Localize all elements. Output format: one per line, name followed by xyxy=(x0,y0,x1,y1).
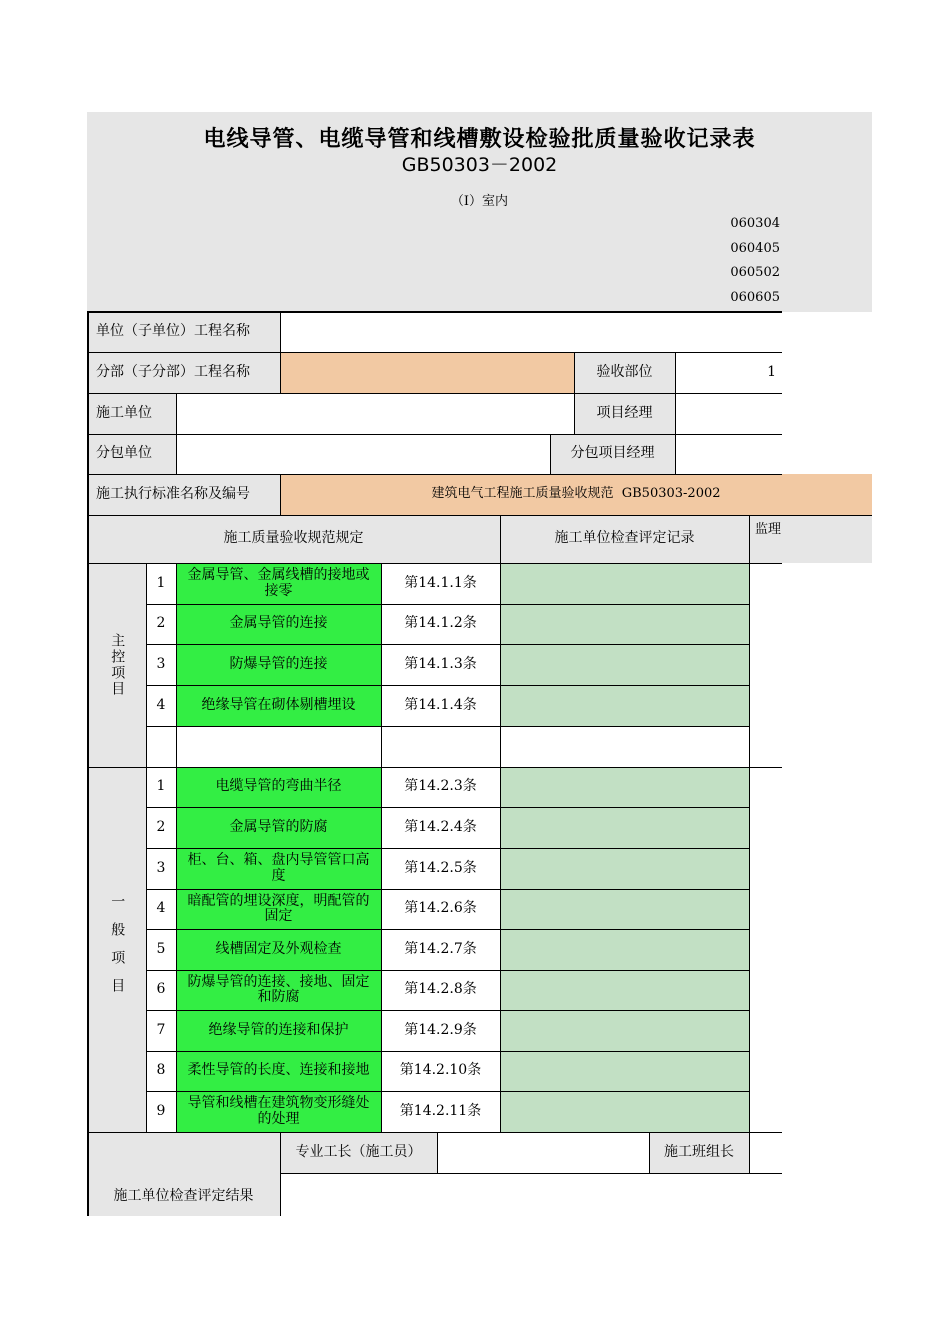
grid-line xyxy=(87,515,872,516)
general-item-row-no: 3 xyxy=(146,848,176,889)
grid-line xyxy=(749,563,750,1132)
main-item-row-record[interactable] xyxy=(500,563,749,604)
unit-project-field[interactable] xyxy=(280,312,782,352)
foreman-label: 专业工长（施工员） xyxy=(280,1132,437,1173)
general-item-row-no: 2 xyxy=(146,807,176,848)
general-item-row-name: 绝缘导管的连接和保护 xyxy=(176,1010,381,1051)
subcontract-unit-field[interactable] xyxy=(176,434,550,474)
grid-line xyxy=(146,848,749,849)
general-item-row-clause: 第14.2.4条 xyxy=(381,807,500,848)
main-item-row-no: 1 xyxy=(146,563,176,604)
general-item-row-name: 金属导管的防腐 xyxy=(176,807,381,848)
general-item-row-name: 柔性导管的长度、连接和接地 xyxy=(176,1051,381,1091)
general-item-row-record[interactable] xyxy=(500,1051,749,1091)
grid-line xyxy=(146,970,749,971)
grid-line xyxy=(146,604,749,605)
main-items-label: 主控项目 xyxy=(109,633,126,697)
general-item-row-record[interactable] xyxy=(500,889,749,929)
general-item-row-name: 暗配管的埋设深度，明配管的固定 xyxy=(176,889,381,929)
grid-line xyxy=(500,515,501,1132)
general-item-row-clause: 第14.2.10条 xyxy=(381,1051,500,1091)
general-item-row-clause: 第14.2.3条 xyxy=(381,767,500,807)
grid-line xyxy=(574,352,575,434)
grid-line xyxy=(146,889,749,890)
standard-code: GB50303－2002 xyxy=(401,154,558,176)
form-code-3: 060502 xyxy=(730,265,780,280)
main-item-row-no: 4 xyxy=(146,685,176,726)
grid-line xyxy=(87,767,782,768)
form-code-1: 060304 xyxy=(730,216,780,231)
grid-line xyxy=(146,1091,749,1092)
team-leader-label: 施工班组长 xyxy=(649,1132,749,1173)
main-item-row-record[interactable] xyxy=(500,644,749,685)
main-item-row-no: 3 xyxy=(146,644,176,685)
main-item-row-clause: 第14.1.4条 xyxy=(381,685,500,726)
grid-line xyxy=(649,1132,650,1173)
main-item-row-record[interactable] xyxy=(500,685,749,726)
project-manager-label: 项目经理 xyxy=(574,393,675,434)
form-code-4: 060605 xyxy=(730,290,780,305)
supervision-column-header: 监理 xyxy=(749,515,872,563)
main-empty-name[interactable] xyxy=(176,726,381,767)
main-item-row-clause: 第14.1.1条 xyxy=(381,563,500,604)
main-item-row-name: 金属导管、金属线槽的接地或接零 xyxy=(176,563,381,604)
general-item-row-no: 6 xyxy=(146,970,176,1010)
main-item-row-record[interactable] xyxy=(500,604,749,644)
general-item-row-clause: 第14.2.9条 xyxy=(381,1010,500,1051)
main-item-row-clause: 第14.1.2条 xyxy=(381,604,500,644)
general-item-row-no: 4 xyxy=(146,889,176,929)
main-item-row-name: 金属导管的连接 xyxy=(176,604,381,644)
unit-project-label: 单位（子单位）工程名称 xyxy=(87,312,280,352)
general-item-row-clause: 第14.2.5条 xyxy=(381,848,500,889)
general-item-row-no: 7 xyxy=(146,1010,176,1051)
project-manager-field[interactable] xyxy=(675,393,782,434)
spec-column-header: 施工质量验收规范规定 xyxy=(87,515,500,563)
grid-line xyxy=(146,1010,749,1011)
grid-line xyxy=(87,563,782,564)
general-item-row-name: 导管和线槽在建筑物变形缝处的处理 xyxy=(176,1091,381,1132)
grid-line xyxy=(87,311,782,313)
construction-unit-field[interactable] xyxy=(176,393,574,434)
grid-line xyxy=(176,563,177,1132)
general-item-row-record[interactable] xyxy=(500,1010,749,1051)
general-item-row-record[interactable] xyxy=(500,929,749,970)
main-item-row-name: 防爆导管的连接 xyxy=(176,644,381,685)
form-code-2: 060405 xyxy=(730,241,780,256)
general-item-row-name: 柜、台、箱、盘内导管管口高度 xyxy=(176,848,381,889)
general-item-row-clause: 第14.2.11条 xyxy=(381,1091,500,1132)
form-subtitle: （Ⅰ）室内 xyxy=(450,194,509,209)
record-column-header: 施工单位检查评定记录 xyxy=(500,515,749,563)
grid-line xyxy=(146,726,749,727)
general-items-group xyxy=(87,767,146,1132)
general-item-row-clause: 第14.2.6条 xyxy=(381,889,500,929)
grid-line xyxy=(146,685,749,686)
general-item-row-name: 防爆导管的连接、接地、固定和防腐 xyxy=(176,970,381,1010)
general-item-row-record[interactable] xyxy=(500,848,749,889)
grid-line xyxy=(381,563,382,1132)
grid-line xyxy=(280,312,281,393)
main-item-row-name: 绝缘导管在砌体剔槽埋设 xyxy=(176,685,381,726)
grid-line xyxy=(550,434,551,474)
grid-line xyxy=(749,1132,750,1173)
general-item-row-record[interactable] xyxy=(500,1091,749,1132)
grid-line xyxy=(176,393,177,474)
grid-line xyxy=(675,352,676,474)
grid-line xyxy=(280,1132,281,1216)
general-item-row-clause: 第14.2.7条 xyxy=(381,929,500,970)
general-item-row-no: 8 xyxy=(146,1051,176,1091)
main-empty-clause[interactable] xyxy=(381,726,500,767)
general-item-row-record[interactable] xyxy=(500,767,749,807)
result-label: 施工单位检查评定结果 xyxy=(87,1132,280,1216)
acceptance-part-label: 验收部位 xyxy=(574,352,675,393)
general-item-row-record[interactable] xyxy=(500,970,749,1010)
grid-line xyxy=(87,352,782,353)
team-leader-field[interactable] xyxy=(749,1132,782,1173)
general-item-row-no: 1 xyxy=(146,767,176,807)
foreman-field[interactable] xyxy=(437,1132,649,1173)
subcontract-unit-label: 分包单位 xyxy=(87,434,176,474)
grid-line xyxy=(146,563,147,1132)
general-item-row-no: 5 xyxy=(146,929,176,970)
subcontract-manager-field[interactable] xyxy=(675,434,782,474)
grid-line xyxy=(146,807,749,808)
grid-line xyxy=(87,312,89,1216)
grid-line xyxy=(280,1173,782,1174)
general-item-row-name: 电缆导管的弯曲半径 xyxy=(176,767,381,807)
grid-line xyxy=(146,1051,749,1052)
general-item-row-record[interactable] xyxy=(500,807,749,848)
main-items-group xyxy=(87,563,146,767)
grid-line xyxy=(87,434,782,435)
general-items-label: 一般项目 xyxy=(109,893,126,1006)
grid-line xyxy=(749,515,750,563)
acceptance-part-field[interactable]: 1 xyxy=(675,352,782,393)
grid-line xyxy=(146,929,749,930)
form-title: 电线导管、电缆导管和线槽敷设检验批质量验收记录表 xyxy=(203,127,756,152)
main-empty-record[interactable] xyxy=(500,726,749,767)
grid-line xyxy=(87,393,782,394)
main-item-row-clause: 第14.1.3条 xyxy=(381,644,500,685)
main-item-row-no: 2 xyxy=(146,604,176,644)
grid-line xyxy=(87,1132,782,1133)
division-label: 分部（子分部）工程名称 xyxy=(87,352,280,393)
grid-line xyxy=(87,474,782,475)
grid-line xyxy=(280,474,281,515)
division-field[interactable] xyxy=(280,352,574,393)
grid-line xyxy=(437,1132,438,1173)
result-field[interactable] xyxy=(280,1173,782,1216)
subcontract-manager-label: 分包项目经理 xyxy=(550,434,675,474)
grid-line xyxy=(146,644,749,645)
general-item-row-no: 9 xyxy=(146,1091,176,1132)
standard-label: 施工执行标准名称及编号 xyxy=(87,474,280,515)
general-item-row-name: 线槽固定及外观检查 xyxy=(176,929,381,970)
general-item-row-clause: 第14.2.8条 xyxy=(381,970,500,1010)
standard-value: 建筑电气工程施工质量验收规范 GB50303-2002 xyxy=(280,474,872,515)
construction-unit-label: 施工单位 xyxy=(87,393,176,434)
main-empty-no xyxy=(146,726,176,767)
